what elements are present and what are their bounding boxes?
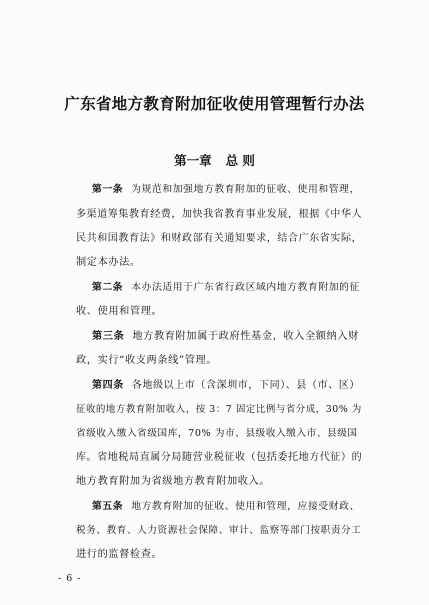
article-4-line-2: 征收的地方教育附加收入，按 3：7 固定比例与省分成，30% 为 (76, 404, 362, 415)
article-1-line-4: 制定本办法。 (76, 257, 141, 268)
article-1-text-1: 为规范和加强地方教育附加的征收、使用和管理， (131, 184, 360, 195)
article-4-label: 第四条 (92, 380, 124, 391)
chapter-label: 第一章 (174, 153, 212, 168)
article-5-line-3: 进行的监督检查。 (76, 549, 163, 560)
article-5-text-1: 地方教育附加的征收、使用和管理，应接受财政、 (131, 501, 360, 512)
chapter-heading (0, 151, 429, 169)
article-2-label: 第二条 (92, 282, 124, 293)
article-5-line-2: 税务、教育、人力资源社会保障、审计、监察等部门按职责分工 (76, 525, 362, 536)
article-4-line-4: 库。省地税局直属分局随营业税征收（包括委托地方代征）的 (76, 452, 363, 463)
article-5-line-1 (92, 500, 360, 514)
article-4-line-3: 省级收入缴入省级国库，70% 为市、县级收入缴入市、县级国 (76, 428, 358, 439)
article-1-line-2: 多渠道筹集教育经费，加快我省教育事业发展，根据《中华人 (76, 209, 363, 220)
article-2-line-2: 收、使用和管理。 (76, 306, 163, 317)
document-title: 广东省地方教育附加征收使用管理暂行办法 (64, 95, 365, 113)
page-number: - 6 - (58, 573, 82, 584)
article-1-line-3: 民共和国教育法》和财政部有关通知要求，结合广东省实际， (76, 233, 363, 244)
article-4-line-5: 地方教育附加为省级地方教育附加收入。 (76, 476, 271, 487)
article-2-line-1 (92, 281, 360, 295)
article-1-line-1 (92, 183, 360, 197)
article-1-label: 第一条 (92, 184, 124, 195)
article-3-text-1: 地方教育附加属于政府性基金，收入全额纳入财 (132, 331, 359, 342)
article-3-line-2: 政，实行“收支两条线”管理。 (76, 355, 218, 366)
article-2-text-1: 本办法适用于广东省行政区域内地方教育附加的征 (131, 282, 360, 293)
article-5-label: 第五条 (92, 501, 124, 512)
article-4-text-1: 各地级以上市（含深圳市，下同）、县（市、区） (131, 380, 361, 391)
article-4-line-1 (92, 379, 360, 393)
article-3-line-1 (92, 330, 359, 344)
chapter-name: 总 则 (225, 153, 255, 168)
article-3-label: 第三条 (92, 331, 125, 342)
